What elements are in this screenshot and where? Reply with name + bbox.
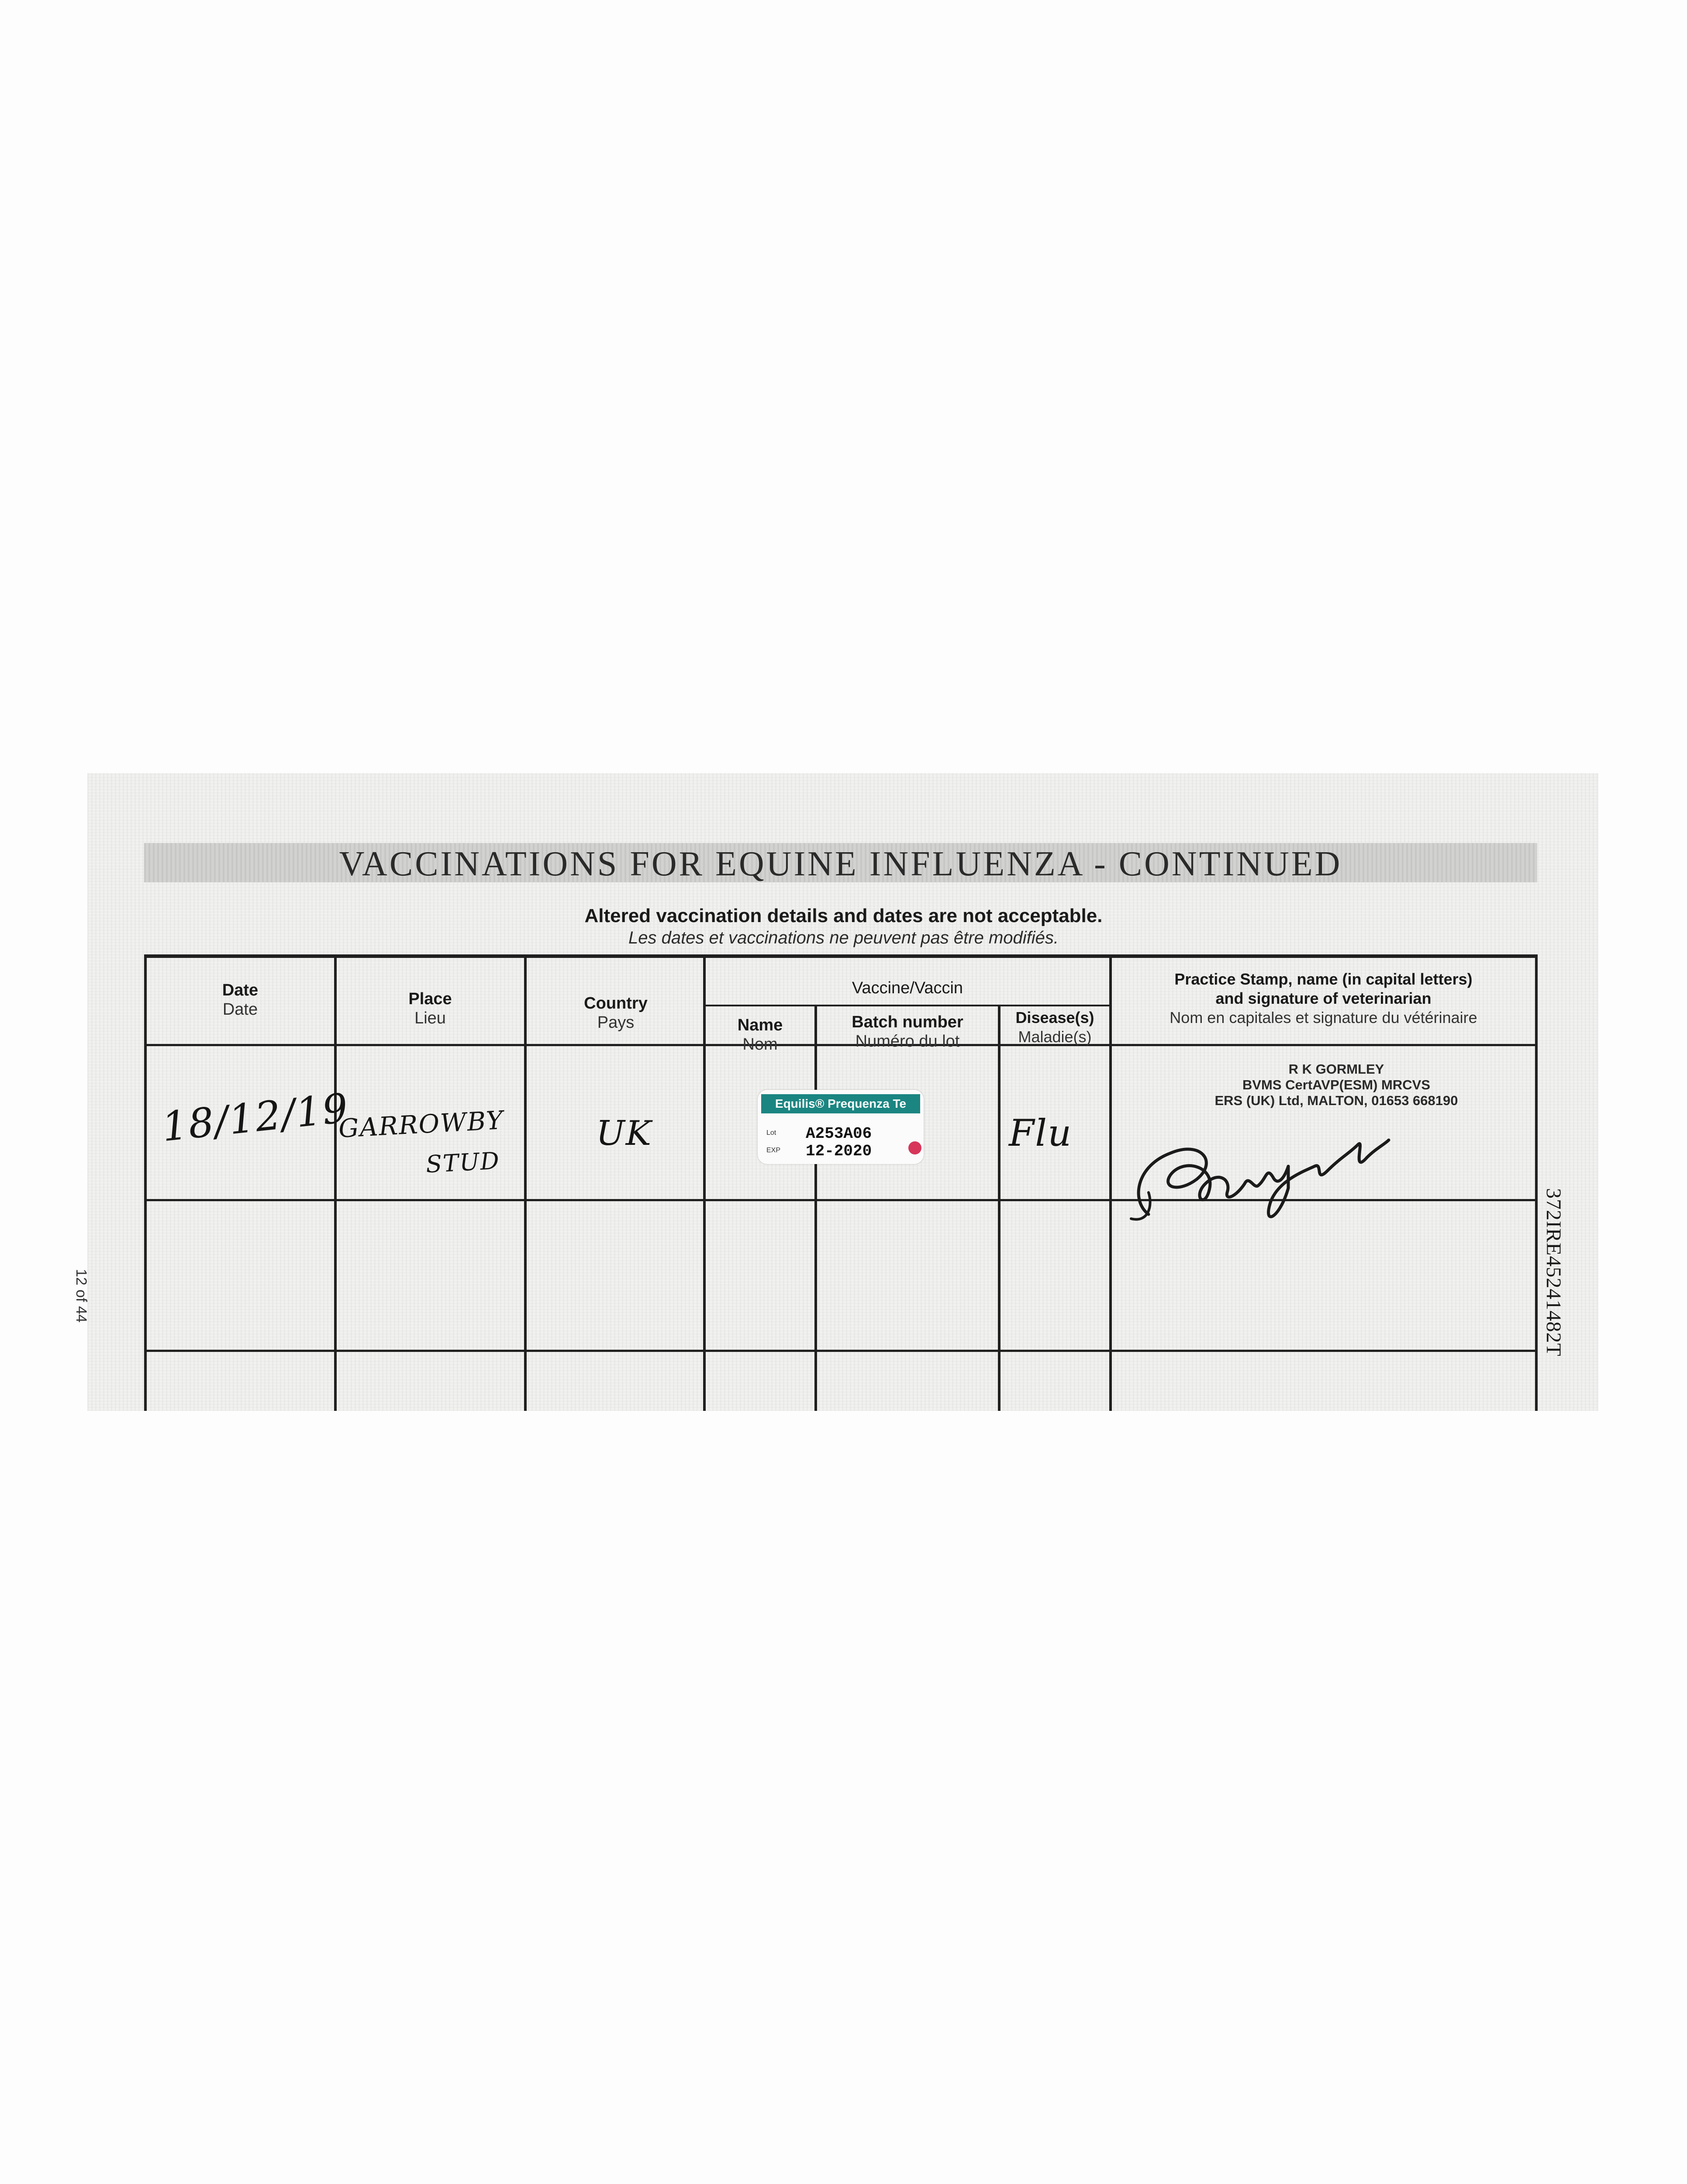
vaccine-group-rule <box>703 1005 1109 1006</box>
header-date: Date Date <box>222 981 259 1019</box>
column-divider <box>524 954 527 1411</box>
header-disease: Disease(s) Maladie(s) <box>1015 1009 1094 1046</box>
vaccine-sticker <box>758 1090 924 1164</box>
lot-tag: Lot <box>766 1129 776 1137</box>
expiry-tag: EXP <box>766 1147 781 1154</box>
header-vaccine-group: Vaccine/Vaccin <box>852 979 963 997</box>
row-2-bottom-rule <box>144 1350 1537 1352</box>
document-id: 372IRE45241482T <box>1542 1188 1565 1357</box>
header-country: Country Pays <box>584 994 648 1032</box>
column-divider <box>998 1005 1000 1411</box>
page-number: 12 of 44 <box>73 1269 90 1323</box>
header-practice-stamp: Practice Stamp, name (in capital letters) and signature of veterinarian Nom en capitales et signature du vétérinaire <box>1170 970 1477 1026</box>
vaccine-lot-number: A253A06 <box>806 1125 872 1143</box>
stamp-vet-name: R K GORMLEY <box>1288 1061 1384 1077</box>
header-vaccine-name: Name Nom <box>737 1016 783 1054</box>
page-title: VACCINATIONS FOR EQUINE INFLUENZA - CONTINUED <box>339 845 1342 883</box>
column-divider <box>334 954 337 1411</box>
entry-disease: Flu <box>1009 1112 1073 1154</box>
header-batch-number: Batch number Numéro du lot <box>852 1013 963 1051</box>
pink-mark <box>908 1141 921 1154</box>
stamp-practice-address: ERS (UK) Ltd, MALTON, 01653 668190 <box>1214 1093 1458 1108</box>
veterinarian-signature <box>1122 1114 1393 1236</box>
table-left-border <box>144 954 147 1411</box>
entry-place-line2: STUD <box>425 1147 501 1178</box>
stamp-qualifications: BVMS CertAVP(ESM) MRCVS <box>1242 1077 1431 1092</box>
entry-date: 18/12/19 <box>159 1084 351 1151</box>
notice-english: Altered vaccination details and dates are not acceptable. <box>584 905 1103 926</box>
vaccine-brand: Equilis® Prequenza Te <box>761 1094 920 1113</box>
notice-french: Les dates et vaccinations ne peuvent pas être modifiés. <box>628 928 1059 947</box>
table-top-border <box>144 954 1537 958</box>
entry-country: UK <box>596 1114 652 1153</box>
header-place: Place Lieu <box>408 990 452 1027</box>
vaccine-expiry: 12-2020 <box>806 1142 872 1160</box>
column-divider <box>814 1005 817 1411</box>
table-right-border <box>1535 954 1538 1411</box>
entry-place-line1: GARROWBY <box>338 1105 505 1144</box>
